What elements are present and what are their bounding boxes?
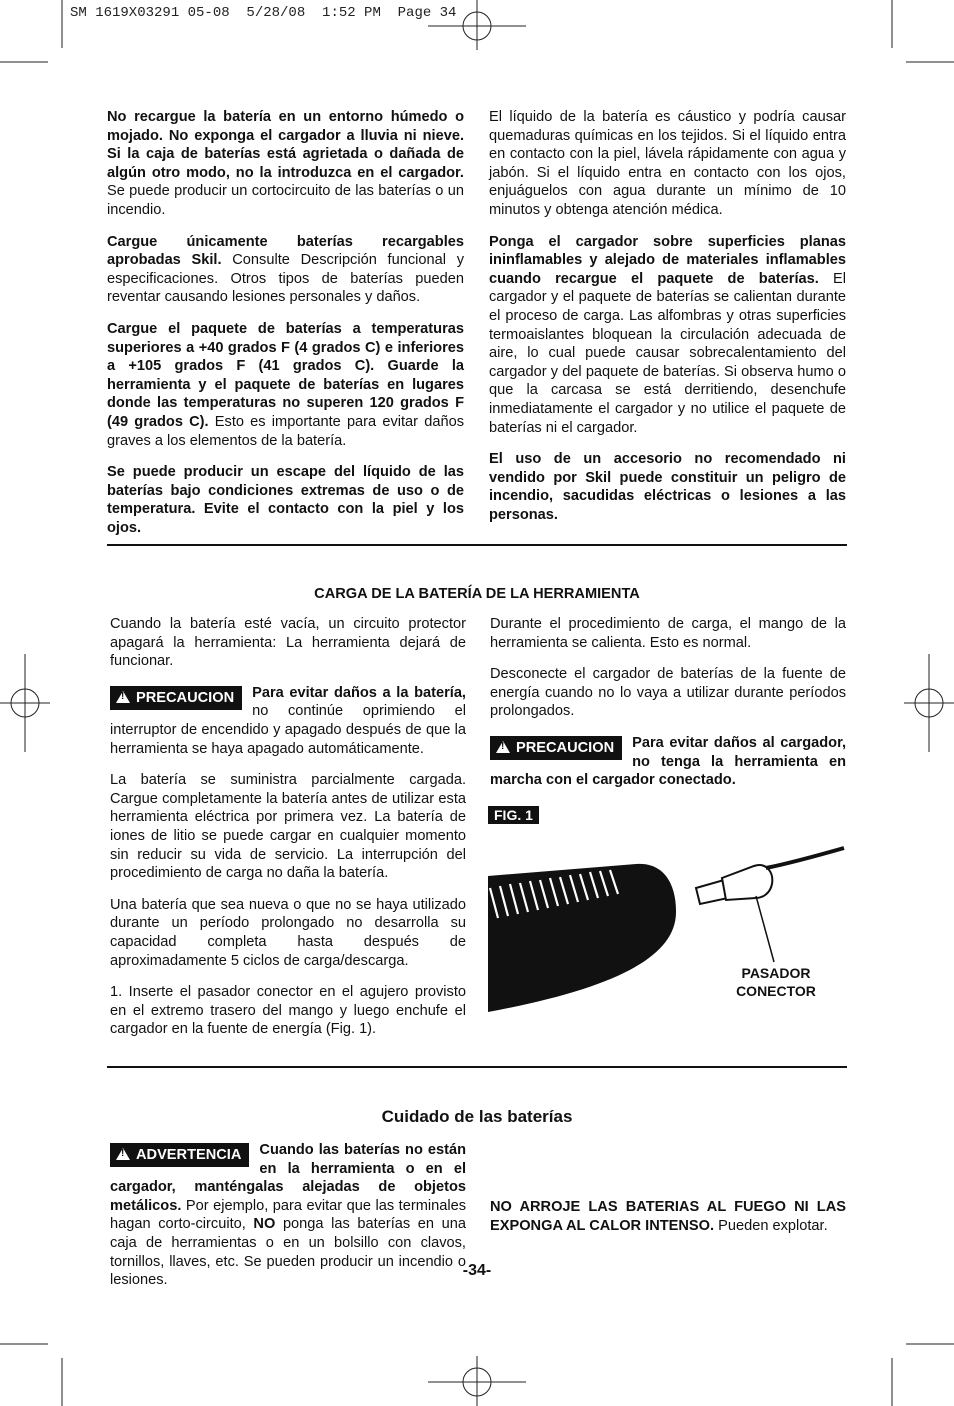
charging-section-title: CARGA DE LA BATERÍA DE LA HERRAMIENTA xyxy=(314,586,640,602)
paragraph-partially-charged: La batería se suministra parcialmente cargada. Cargue completamente la batería antes de utilizar esta herramienta eléctrica por primera vez. La batería de iones de litio se puede cargar en cualquier momento sin reducir su vida de servicio. La interrupción del procedimiento de carga no daña la batería. xyxy=(110,772,466,882)
paragraph-no-fire: NO ARROJE LAS BATERIAS AL FUEGO NI LAS EXPONGA AL CALOR INTENSO. Pueden explotar. xyxy=(490,1199,846,1234)
caution-badge-2: !PRECAUCION xyxy=(490,736,622,760)
warning-triangle-icon xyxy=(116,1148,130,1160)
care-column-left xyxy=(110,1141,466,1303)
safety-column-right xyxy=(489,108,846,537)
print-slug: SM 1619X03291 05-08 5/28/08 1:52 PM Page 34 xyxy=(70,5,457,21)
paragraph-protective-circuit: Cuando la batería esté vacía, un circuito protector apagará la herramienta: La herramienta dejará de funcionar. xyxy=(110,616,466,670)
charging-column-left xyxy=(110,615,466,1052)
paragraph-leak: Se puede producir un escape del líquido de las baterías bajo condiciones extremas de uso o de temperatura. Evite el contacto con la piel y los ojos. xyxy=(107,464,464,536)
caution-badge-1: !PRECAUCION xyxy=(110,686,242,710)
caution-block-1: !PRECAUCION Para evitar daños a la batería, no continúe oprimiendo el interruptor de encendido y apagado después de que la herramienta se haya apagado automáticamente. xyxy=(110,684,466,758)
warning-badge: !ADVERTENCIA xyxy=(110,1143,249,1167)
paragraph-step-1: 1. Inserte el pasador conector en el agujero provisto en el extremo trasero del mango y luego enchufe el cargador en la fuente de energía (Fig. 1). xyxy=(110,984,466,1038)
paragraph-approved-batteries: Cargue únicamente baterías recargables aprobadas Skil. Consulte Descripción funcional y especificaciones. Otros tipos de baterías pueden reventar causando lesiones personales y daños. xyxy=(107,233,464,306)
warning-triangle-icon xyxy=(496,741,510,753)
section-divider-1 xyxy=(107,544,847,546)
page-number: -34- xyxy=(462,1262,492,1279)
connector-callout: PASADOR CONECTOR xyxy=(736,965,816,999)
charging-column-right xyxy=(490,615,846,803)
paragraph-handle-heats: Durante el procedimiento de carga, el mango de la herramienta se calienta. Esto es normal. xyxy=(490,616,846,651)
warning-block: !ADVERTENCIA Cuando las baterías no están en la herramienta o en el cargador, manténgalas alejadas de objetos metálicos. Por ejemplo, para evitar que las terminales hagan corto-circuito, NO ponga las baterías en una caja de herramientas o en un bolsillo con clavos, tornillos, llaves, etc. Se pueden producir un incendio o lesiones. xyxy=(110,1141,466,1290)
paragraph-disconnect: Desconecte el cargador de baterías de la fuente de energía cuando no lo vaya a utilizar durante períodos prolongados. xyxy=(490,666,846,720)
paragraph-accessory: El uso de un accesorio no recomendado ni vendido por Skil puede constituir un peligro de incendio, sacudidas eléctricas o lesiones a las personas. xyxy=(489,451,846,523)
paragraph-new-battery: Una batería que sea nueva o que no se haya utilizado durante un período prolongado no desarrolla su capacidad completa hasta después de aproximadamente 5 ciclos de carga/descarga. xyxy=(110,896,466,969)
care-column-right xyxy=(490,1198,846,1248)
safety-column-left xyxy=(107,108,464,550)
section-divider-2 xyxy=(107,1066,847,1068)
care-section-title: Cuidado de las baterías xyxy=(381,1107,573,1126)
paragraph-caustic: El líquido de la batería es cáustico y podría causar quemaduras químicas en los tejidos. Si el líquido entra en contacto con la piel, lávela rápidamente con agua y jabón. Si el líquido entra en contacto con los ojos, enjuáguelos con agua durante un mínimo de 10 minutos y obtenga atención médica. xyxy=(489,109,846,218)
paragraph-temperature: Cargue el paquete de baterías a temperaturas superiores a +40 grados F (4 grados C) e inferiores a +105 grados F (41 grados C). Guarde la herramienta y el paquete de baterías en lugares donde las temperaturas no superen 120 grados F (49 grados C). Esto es importante para evitar daños graves a los elementos de la batería. xyxy=(107,320,464,449)
figure-label: FIG. 1 xyxy=(488,806,539,824)
caution-block-2: !PRECAUCION Para evitar daños al cargador, no tenga la herramienta en marcha con el cargador conectado. xyxy=(490,734,846,790)
paragraph-flat-surface: Ponga el cargador sobre superficies planas ininflamables y alejado de materiales inflamables cuando recargue el paquete de baterías. El cargador y el paquete de baterías se calientan durante el proceso de carga. Las alfombras y otras superficies termoaislantes bloquean la circulación adecuada de aire, lo cual puede causar sobrecalentamiento del cargador y del paquete de baterías. Si observa humo o que la carcasa se está derritiendo, desenchufe inmediatamente el cargador y no utilice el paquete de baterías ni el cargador. xyxy=(489,233,847,436)
warning-triangle-icon xyxy=(116,691,130,703)
paragraph-humidity: No recargue la batería en un entorno húmedo o mojado. No exponga el cargador a lluvia ni nieve. Si la caja de baterías está agrietada o dañada de algún otro modo, no la introduzca en el cargador. Se puede producir un cortocircuito de las baterías o un incendio. xyxy=(107,109,464,218)
